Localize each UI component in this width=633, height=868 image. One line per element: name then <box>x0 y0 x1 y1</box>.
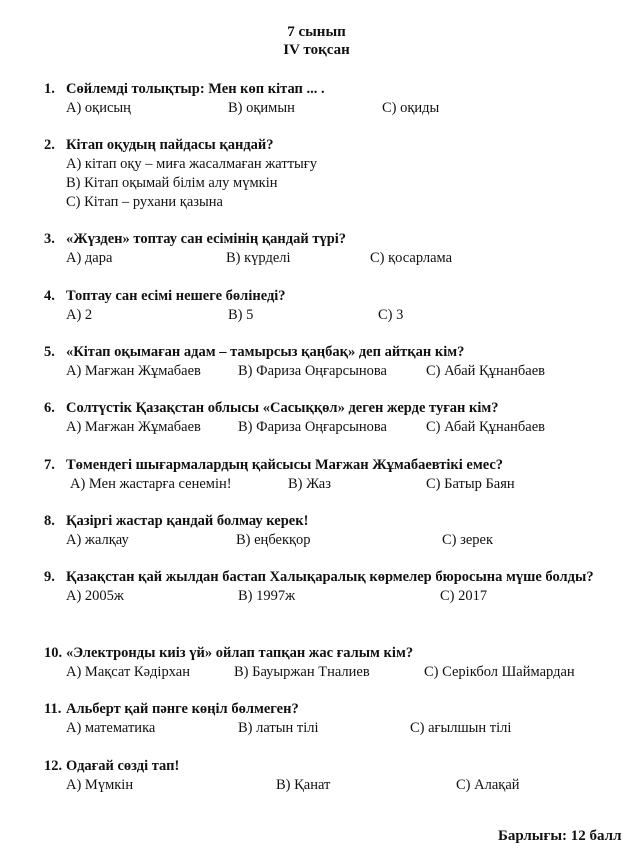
option-a: А) Мүмкін <box>66 777 134 793</box>
question-text: «Жүзден» топтау сан есімінің қандай түрі? <box>66 231 347 247</box>
option-b: В) еңбекқор <box>236 532 311 548</box>
question-number: 3. <box>44 231 55 247</box>
question-10 <box>44 644 629 682</box>
option-b: В) 1997ж <box>238 588 296 604</box>
option-b: В) Бауыржан Тналиев <box>234 664 370 680</box>
question-text: Қазақстан қай жылдан бастап Халықаралық көрмелер бюросына мүше болды? <box>66 569 594 585</box>
option-a: А) Мағжан Жұмабаев <box>66 363 201 379</box>
option-b: В) Фариза Оңғарсынова <box>238 363 387 379</box>
question-number: 6. <box>44 400 55 416</box>
option-b: В) Қанат <box>276 777 331 793</box>
question-text: Альберт қай пәнге көңіл бөлмеген? <box>66 701 299 717</box>
option-a: А) дара <box>66 250 113 266</box>
option-a: А) Мен жастарға сенемін! <box>70 476 232 492</box>
question-9 <box>44 568 629 606</box>
option-c: С) ағылшын тілі <box>410 720 512 736</box>
option-b: В) Кітап оқымай білім алу мүмкін <box>66 175 278 191</box>
question-number: 9. <box>44 569 55 585</box>
option-b: В) 5 <box>228 307 254 323</box>
question-text: Кітап оқудың пайдасы қандай? <box>66 137 274 153</box>
question-4 <box>44 287 629 325</box>
option-c: С) оқиды <box>382 100 440 116</box>
question-5 <box>44 343 629 381</box>
option-c: С) Батыр Баян <box>426 476 515 492</box>
question-text: Сөйлемді толықтыр: Мен көп кітап ... . <box>66 81 325 97</box>
option-a: А) математика <box>66 720 156 736</box>
question-number: 12. <box>44 758 63 774</box>
question-number: 8. <box>44 513 55 529</box>
option-c: С) зерек <box>442 532 494 548</box>
option-b: В) Жаз <box>288 476 331 492</box>
option-a: А) 2 <box>66 307 93 323</box>
option-b: В) оқимын <box>228 100 295 116</box>
question-3 <box>44 230 629 268</box>
option-c: С) қосарлама <box>370 250 453 266</box>
option-c: С) 3 <box>378 307 404 323</box>
option-c: С) Алақай <box>456 777 520 793</box>
question-text: «Электронды киіз үй» ойлап тапқан жас ғалым кім? <box>66 645 414 661</box>
question-number: 1. <box>44 81 55 97</box>
option-c: С) 2017 <box>440 588 488 604</box>
option-c: С) Серікбол Шаймардан <box>424 664 575 680</box>
question-2 <box>44 136 629 212</box>
question-text: Солтүстік Қазақстан облысы «Сасыққөл» деген жерде туған кім? <box>66 400 499 416</box>
question-11 <box>44 700 629 738</box>
option-a: А) жалқау <box>66 532 129 548</box>
question-number: 11. <box>44 701 62 717</box>
question-number: 4. <box>44 288 55 304</box>
question-8 <box>44 512 629 550</box>
option-b: В) күрделі <box>226 250 291 266</box>
total-score: Барлығы: 12 балл <box>498 828 622 844</box>
option-c: С) Абай Құнанбаев <box>426 419 546 435</box>
question-text: «Кітап оқымаған адам – тамырсыз қаңбақ» деп айтқан кім? <box>66 344 465 360</box>
question-7 <box>44 456 629 494</box>
question-number: 5. <box>44 344 55 360</box>
grade-title: 7 сынып <box>287 24 346 40</box>
option-c: С) Абай Құнанбаев <box>426 363 546 379</box>
question-text: Қазіргі жастар қандай болмау керек! <box>66 513 309 529</box>
option-a: А) кітап оқу – миға жасалмаған жаттығу <box>66 156 317 172</box>
option-b: В) Фариза Оңғарсынова <box>238 419 387 435</box>
question-1 <box>44 80 629 118</box>
question-12 <box>44 757 629 795</box>
question-6 <box>44 399 629 437</box>
option-a: А) оқисың <box>66 100 131 116</box>
option-a: А) Мақсат Кәдірхан <box>66 664 190 680</box>
option-c: С) Кітап – рухани қазына <box>66 194 223 210</box>
option-a: А) Мағжан Жұмабаев <box>66 419 201 435</box>
question-number: 2. <box>44 137 55 153</box>
question-number: 7. <box>44 457 55 473</box>
question-number: 10. <box>44 645 63 661</box>
quarter-title: IV тоқсан <box>283 42 350 58</box>
option-b: В) латын тілі <box>238 720 319 736</box>
question-text: Төмендегі шығармалардың қайсысы Мағжан Жұмабаевтікі емес? <box>66 457 504 473</box>
question-text: Топтау сан есімі нешеге бөлінеді? <box>66 288 286 304</box>
question-text: Одағай сөзді тап! <box>66 758 180 774</box>
option-a: А) 2005ж <box>66 588 124 604</box>
